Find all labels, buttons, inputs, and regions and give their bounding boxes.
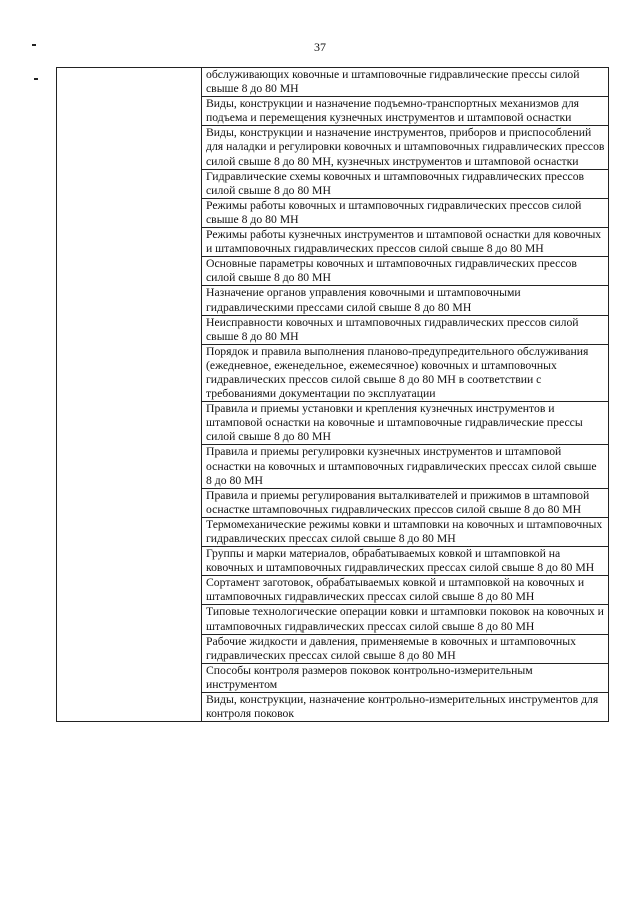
table-cell: Порядок и правила выполнения планово-предупредительного обслуживания (ежедневное, еженедельное, ежемесячное) ковочных и штамповочных гидравлических прессов силой свыше 8 до 80 МН в соответствии с требованиями документации по эксплуатации <box>202 344 609 401</box>
table-cell: Назначение органов управления ковочными и штамповочными гидравлическими прессами силой свыше 8 до 80 МН <box>202 286 609 315</box>
table-cell: Виды, конструкции и назначение подъемно-транспортных механизмов для подъема и перемещения кузнечных инструментов и штамповой оснастки <box>202 97 609 126</box>
table-cell: Термомеханические режимы ковки и штамповки на ковочных и штамповочных гидравлических прессах силой свыше 8 до 80 МН <box>202 517 609 546</box>
scan-mark <box>34 78 38 80</box>
table-cell: Сортамент заготовок, обрабатываемых ковкой и штамповкой на ковочных и штамповочных гидравлических прессах силой свыше 8 до 80 МН <box>202 576 609 605</box>
requirements-table <box>56 67 609 722</box>
table-row <box>57 68 609 97</box>
table-cell: Виды, конструкции, назначение контрольно-измерительных инструментов для контроля поковок <box>202 693 609 722</box>
table-cell: Способы контроля размеров поковок контрольно-измерительным инструментом <box>202 663 609 692</box>
table-cell: Виды, конструкции и назначение инструментов, приборов и приспособлений для наладки и регулировки ковочных и штамповочных гидравлических прессов силой свыше 8 до 80 МН, кузнечных инструментов и штамповой оснастки <box>202 126 609 169</box>
table-cell: Типовые технологические операции ковки и штамповки поковок на ковочных и штамповочных гидравлических прессах силой свыше 8 до 80 МН <box>202 605 609 634</box>
empty-label-cell <box>57 68 202 722</box>
table-cell: Основные параметры ковочных и штамповочных гидравлических прессов силой свыше 8 до 80 МН <box>202 257 609 286</box>
table-cell: Правила и приемы регулировки кузнечных инструментов и штамповой оснастки на ковочных и штамповочных гидравлических прессах силой свыше 8 до 80 МН <box>202 445 609 488</box>
table-cell: Гидравлические схемы ковочных и штамповочных гидравлических прессов силой свыше 8 до 80 МН <box>202 169 609 198</box>
table-cell: Правила и приемы установки и крепления кузнечных инструментов и штамповой оснастки на ковочные и штамповочные гидравлические прессы силой свыше 8 до 80 МН <box>202 402 609 445</box>
scan-mark <box>32 44 36 46</box>
table-cell: Группы и марки материалов, обрабатываемых ковкой и штамповкой на ковочных и штамповочных гидравлических прессах силой свыше 8 до 80 МН <box>202 547 609 576</box>
table-cell: Неисправности ковочных и штамповочных гидравлических прессов силой свыше 8 до 80 МН <box>202 315 609 344</box>
page-number: 37 <box>314 40 326 54</box>
table-cell: Режимы работы ковочных и штамповочных гидравлических прессов силой свыше 8 до 80 МН <box>202 198 609 227</box>
table-cell: обслуживающих ковочные и штамповочные гидравлические прессы силой свыше 8 до 80 МН <box>202 68 609 97</box>
table-cell: Рабочие жидкости и давления, применяемые в ковочных и штамповочных гидравлических прессах силой свыше 8 до 80 МН <box>202 634 609 663</box>
table-cell: Правила и приемы регулирования выталкивателей и прижимов в штамповой оснастке штамповочных гидравлических прессов силой свыше 8 до 80 МН <box>202 488 609 517</box>
table-cell: Режимы работы кузнечных инструментов и штамповой оснастки для ковочных и штамповочных гидравлических прессов силой свыше 8 до 80 МН <box>202 228 609 257</box>
